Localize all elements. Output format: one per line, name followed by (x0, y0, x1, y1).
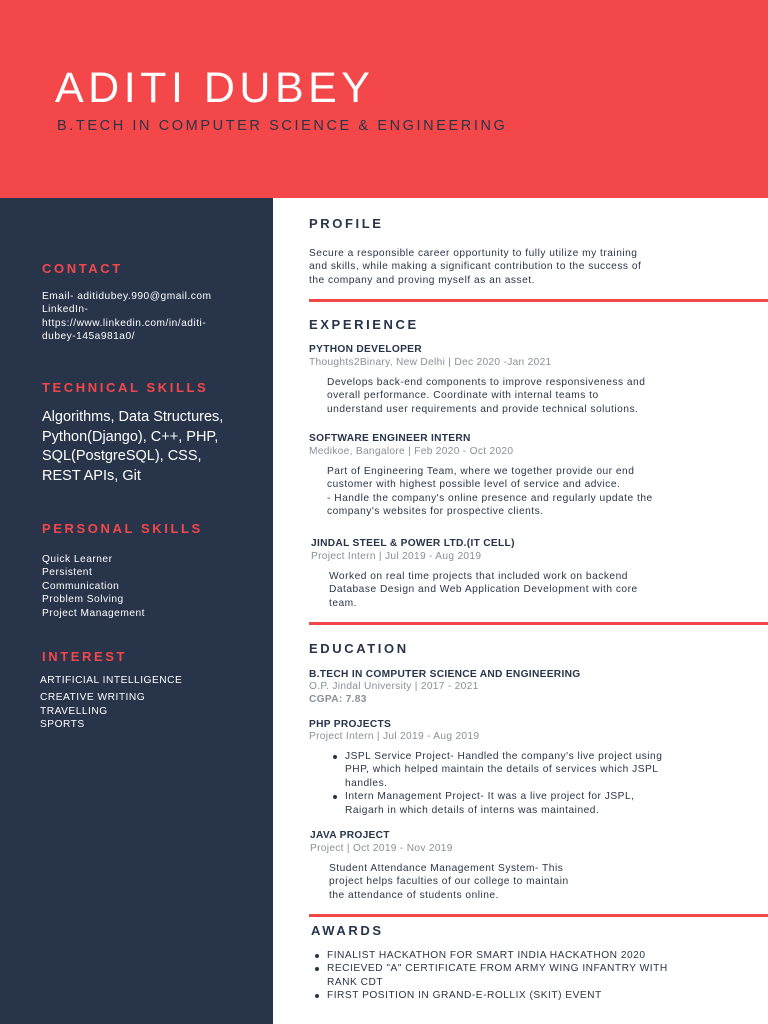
job-description (327, 465, 653, 519)
job-line: Worked on real time projects that included work on backend (329, 571, 628, 582)
awards-heading: AWARDS (311, 923, 384, 938)
tech-line: Python(Django), C++, PHP, (42, 428, 219, 445)
job-line: Part of Engineering Team, where we together provide our end (327, 466, 635, 477)
sidebar (0, 198, 273, 1024)
project-line: the attendance of students online. (329, 889, 499, 901)
job-line: customer with highest possible level of service and advice. (327, 479, 621, 491)
contact-heading: CONTACT (42, 261, 123, 276)
experience-heading: EXPERIENCE (309, 317, 419, 332)
job-title: PYTHON DEVELOPER (309, 344, 422, 355)
job-meta: Medikoe, Bangalore | Feb 2020 - Oct 2020 (309, 446, 514, 457)
main-content (273, 198, 768, 1024)
contact-linkedin-url-cont: dubey-145a981a0/ (42, 331, 135, 343)
award-line: FIRST POSITION IN GRAND-E-ROLLIX (SKIT) EVENT (327, 990, 602, 1002)
job-meta: Thoughts2Binary, New Delhi | Dec 2020 -Jan 2021 (309, 357, 552, 368)
profile-line: Secure a responsible career opportunity to fully utilize my training (309, 248, 638, 259)
profile-line: the company and proving myself as an asset. (309, 274, 535, 286)
list-item (329, 790, 662, 817)
award-line: FINALIST HACKATHON FOR SMART INDIA HACKATHON 2020 (327, 950, 646, 961)
list-item: Quick Learner (42, 554, 113, 565)
award-line: RECIEVED "A" CERTIFICATE FROM ARMY WING INFANTRY WITH (327, 963, 668, 975)
profile-line: and skills, while making a significant contribution to the success of (309, 261, 642, 273)
section-divider (309, 914, 768, 917)
bullet-line: handles. (345, 777, 388, 789)
list-item (311, 989, 668, 1002)
list-item: Project Management (42, 607, 146, 619)
project-title: JAVA PROJECT (310, 830, 390, 841)
candidate-subtitle: B.TECH IN COMPUTER SCIENCE & ENGINEERING (57, 118, 508, 134)
list-item: Problem Solving (42, 594, 124, 606)
header-banner (0, 0, 768, 198)
degree-meta: O.P. Jindal University | 2017 - 2021 (309, 681, 479, 692)
list-item: Communication (42, 580, 120, 592)
project-title: PHP PROJECTS (309, 719, 392, 730)
job-line: team. (329, 597, 357, 609)
education-heading: EDUCATION (309, 641, 409, 656)
degree-title: B.TECH IN COMPUTER SCIENCE AND ENGINEERING (309, 669, 581, 680)
list-item: CREATIVE WRITING (40, 692, 146, 704)
job-line: understand user requirements and provide technical solutions. (327, 403, 639, 415)
bullet-line: Raigarh in which details of interns was maintained. (345, 804, 600, 816)
contact-linkedin-url: https://www.linkedin.com/in/aditi- (42, 317, 207, 329)
interest-list (40, 674, 260, 732)
java-project-description (329, 862, 569, 902)
list-item: ARTIFICIAL INTELLIGENCE (40, 675, 183, 686)
bullet-line: PHP, which helped maintain the details of services which JSPL (345, 764, 659, 776)
personal-skills-list (42, 553, 262, 620)
job-line: Develops back-end components to improve responsiveness and (327, 377, 646, 388)
project-meta: Project | Oct 2019 - Nov 2019 (310, 843, 453, 854)
degree-cgpa: CGPA: 7.83 (309, 694, 367, 705)
list-item (311, 949, 668, 962)
candidate-name: ADITI DUBEY (55, 64, 375, 112)
interest-heading: INTEREST (42, 649, 128, 664)
job-meta: Project Intern | Jul 2019 - Aug 2019 (311, 551, 482, 562)
list-item: Persistent (42, 567, 93, 579)
job-title: JINDAL STEEL & POWER LTD.(IT CELL) (311, 538, 515, 549)
job-line: overall performance. Coordinate with internal teams to (327, 390, 599, 402)
list-item: SPORTS (40, 719, 85, 731)
job-description (329, 570, 638, 610)
job-line: Database Design and Web Application Development with core (329, 584, 638, 596)
award-line: RANK CDT (327, 976, 384, 988)
personal-skills-heading: PERSONAL SKILLS (42, 521, 203, 536)
profile-text (309, 247, 641, 287)
contact-linkedin-label: LinkedIn- (42, 304, 89, 316)
project-line: Student Attendance Management System- This (329, 863, 564, 874)
list-item (329, 750, 662, 790)
job-line: company's websites for prospective clients. (327, 506, 544, 518)
tech-line: REST APIs, Git (42, 467, 141, 484)
contact-email: Email- aditidubey.990@gmail.com (42, 291, 212, 302)
list-item: TRAVELLING (40, 705, 108, 717)
technical-skills-heading: TECHNICAL SKILLS (42, 380, 209, 395)
job-title: SOFTWARE ENGINEER INTERN (309, 433, 471, 444)
profile-heading: PROFILE (309, 216, 384, 231)
contact-details (42, 290, 262, 344)
list-item (311, 962, 668, 989)
section-divider (309, 299, 768, 302)
section-divider (309, 622, 768, 625)
php-project-list (329, 750, 662, 817)
project-line: project helps faculties of our college to maintain (329, 876, 569, 888)
job-description (327, 376, 645, 416)
technical-skills-list (42, 408, 267, 486)
awards-list (311, 949, 668, 1003)
bullet-line: Intern Management Project- It was a live project for JSPL, (345, 791, 635, 803)
tech-line: Algorithms, Data Structures, (42, 409, 224, 425)
project-meta: Project Intern | Jul 2019 - Aug 2019 (309, 731, 480, 742)
tech-line: SQL(PostgreSQL), CSS, (42, 448, 202, 464)
job-line: - Handle the company's online presence and regularly update the (327, 492, 653, 504)
bullet-line: JSPL Service Project- Handled the company's live project using (345, 751, 663, 762)
